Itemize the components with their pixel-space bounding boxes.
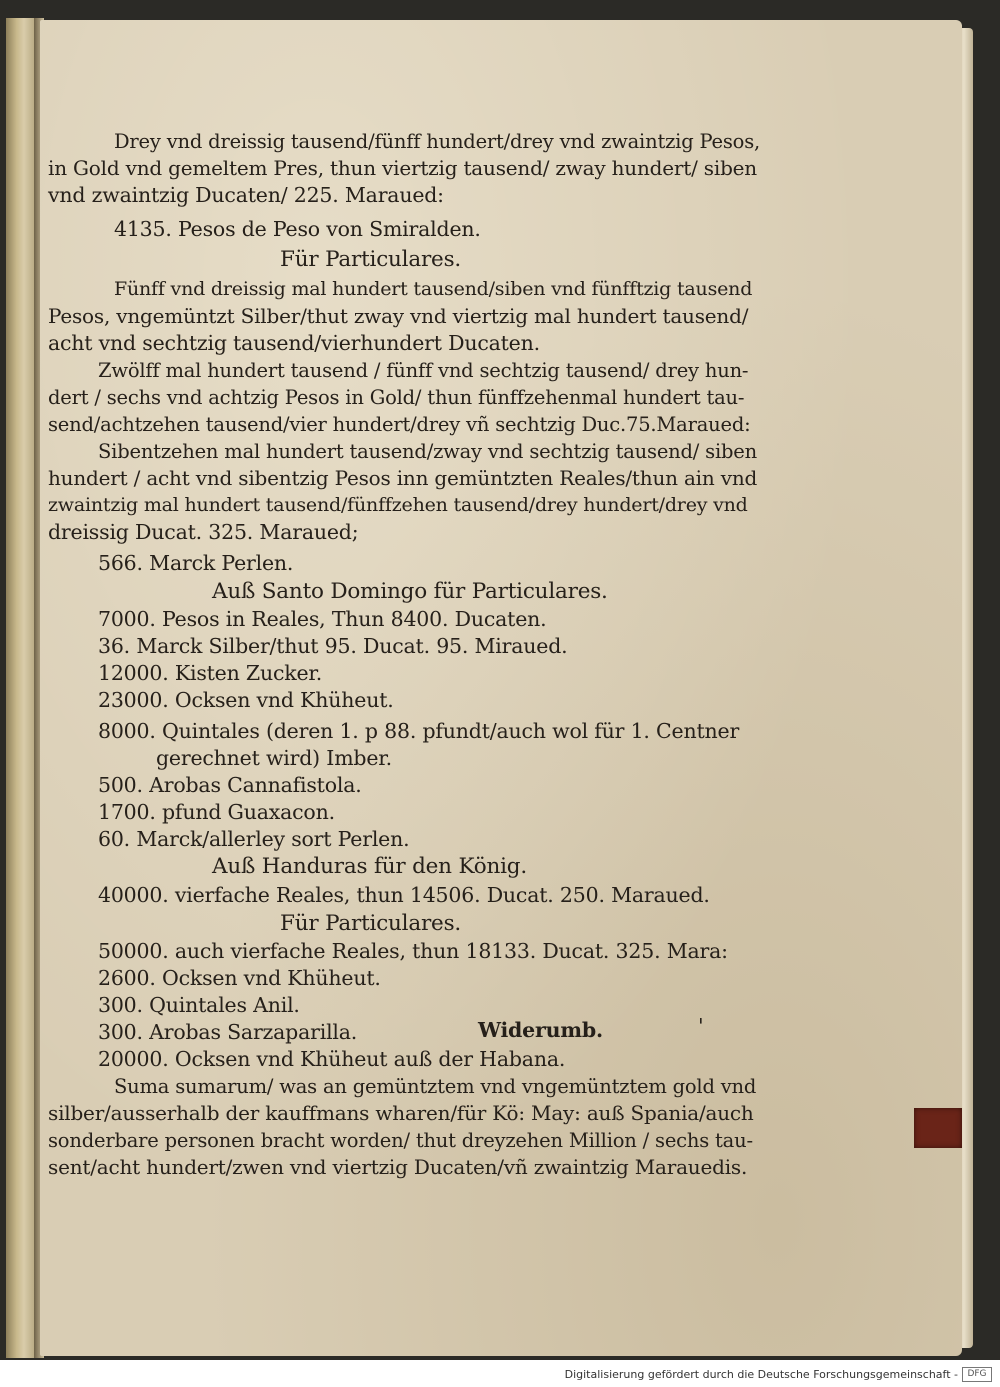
list-item: 500. Arobas Cannafistola. bbox=[98, 773, 362, 797]
book-spine bbox=[6, 18, 36, 1358]
marginal-word: Widerumb. bbox=[478, 1018, 603, 1042]
section-heading: Für Particulares. bbox=[280, 247, 462, 272]
text-line: acht vnd sechtzig tausend/vierhundert Ducaten. bbox=[48, 331, 540, 355]
text-line: 566. Marck Perlen. bbox=[98, 551, 294, 575]
text-line: Sibentzehen mal hundert tausend/zway vnd sechtzig tausend/ siben bbox=[98, 440, 757, 463]
text-line: Pesos, vngemüntzt Silber/thut zway vnd viertzig mal hundert tausend/ bbox=[48, 304, 749, 328]
list-item: 12000. Kisten Zucker. bbox=[98, 661, 323, 685]
list-item: 36. Marck Silber/thut 95. Ducat. 95. Miraued. bbox=[98, 634, 568, 658]
marginal-mark: ' bbox=[698, 1014, 704, 1038]
list-item: 2600. Ocksen vnd Khüheut. bbox=[98, 966, 381, 990]
list-item: 60. Marck/allerley sort Perlen. bbox=[98, 827, 410, 851]
text-line: Fünff vnd dreissig mal hundert tausend/siben vnd fünfftzig tausend bbox=[114, 278, 753, 300]
text-line: send/achtzehen tausend/vier hundert/drey vñ sechtzig Duc.75.Maraued: bbox=[48, 413, 751, 436]
text-line: Drey vnd dreissig tausend/fünff hundert/drey vnd zwaintzig Pesos, bbox=[114, 130, 761, 153]
section-heading: Auß Santo Domingo für Particulares. bbox=[212, 579, 608, 604]
text-line: in Gold vnd gemeltem Pres, thun viertzig tausend/ zway hundert/ siben bbox=[48, 156, 757, 180]
list-item: 1700. pfund Guaxacon. bbox=[98, 800, 335, 824]
text-line: sent/acht hundert/zwen vnd viertzig Ducaten/vñ zwaintzig Marauedis. bbox=[48, 1155, 748, 1179]
list-item: 20000. Ocksen vnd Khüheut auß der Habana. bbox=[98, 1047, 566, 1071]
text-line: 4135. Pesos de Peso von Smiralden. bbox=[114, 217, 481, 241]
text-line: dert / sechs vnd achtzig Pesos in Gold/ thun fünffzehenmal hundert tau- bbox=[48, 386, 745, 409]
text-line: silber/ausserhalb der kauffmans wharen/für Kö: May: auß Spania/auch bbox=[48, 1101, 754, 1125]
list-item-continuation: gerechnet wird) Imber. bbox=[156, 746, 392, 770]
list-item: 40000. vierfache Reales, thun 14506. Ducat. 250. Maraued. bbox=[98, 883, 710, 907]
list-item: 23000. Ocksen vnd Khüheut. bbox=[98, 688, 394, 712]
dfg-logo-icon: DFG bbox=[962, 1367, 992, 1382]
text-line: sonderbare personen bracht worden/ thut dreyzehen Million / sechs tau- bbox=[48, 1129, 753, 1152]
list-item: 7000. Pesos in Reales, Thun 8400. Ducaten. bbox=[98, 607, 547, 631]
footer-credit: Digitalisierung gefördert durch die Deutsche Forschungsgemeinschaft - bbox=[564, 1368, 958, 1381]
text-line: Suma sumarum/ was an gemüntztem vnd vngemüntztem gold vnd bbox=[114, 1075, 757, 1098]
text-line: hundert / acht vnd sibentzig Pesos inn gemüntzten Reales/thun ain vnd bbox=[48, 466, 758, 490]
list-item: 8000. Quintales (deren 1. p 88. pfundt/auch wol für 1. Centner bbox=[98, 719, 740, 743]
section-heading: Für Particulares. bbox=[280, 911, 462, 936]
text-line: vnd zwaintzig Ducaten/ 225. Maraued: bbox=[48, 183, 444, 207]
list-item: 50000. auch vierfache Reales, thun 18133. Ducat. 325. Mara: bbox=[98, 939, 728, 963]
list-item: 300. Arobas Sarzaparilla. bbox=[98, 1020, 358, 1044]
text-line: Zwölff mal hundert tausend / fünff vnd sechtzig tausend/ drey hun- bbox=[98, 359, 749, 382]
text-line: dreissig Ducat. 325. Maraued; bbox=[48, 520, 359, 544]
text-line: zwaintzig mal hundert tausend/fünffzehen tausend/drey hundert/drey vnd bbox=[48, 494, 748, 516]
section-heading: Auß Handuras für den König. bbox=[212, 854, 527, 879]
list-item: 300. Quintales Anil. bbox=[98, 993, 300, 1017]
bookmark-tab bbox=[914, 1108, 962, 1148]
footer bbox=[0, 1360, 1000, 1387]
